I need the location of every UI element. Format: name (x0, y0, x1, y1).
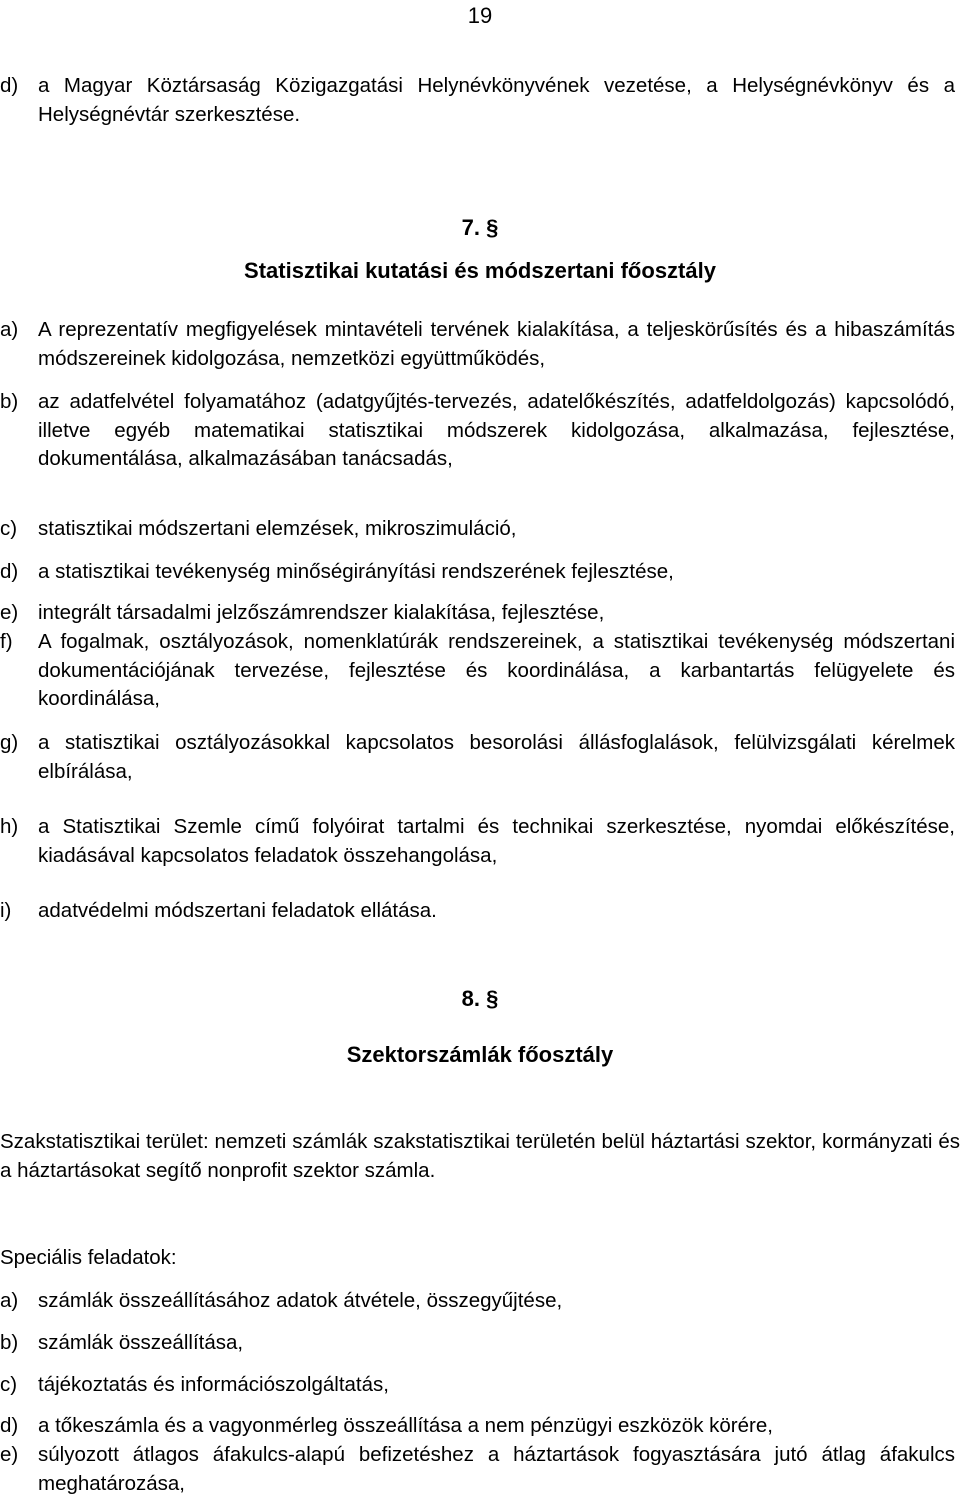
s8-item-c (0, 1371, 955, 1400)
s7-item-f (0, 628, 955, 714)
s7-item-d (0, 558, 955, 587)
item-label: d) (0, 74, 19, 97)
item-label: c) (0, 1373, 18, 1396)
s8-item-b (0, 1329, 955, 1358)
s8-item-a (0, 1287, 955, 1316)
item-text: statisztikai módszertani elemzések, mikroszimuláció, (38, 517, 517, 540)
item-label: e) (0, 601, 19, 624)
item-label: d) (0, 1414, 19, 1437)
s7-item-c (0, 515, 955, 544)
item-label: b) (0, 390, 19, 413)
item-text: integrált társadalmi jelzőszámrendszer kialakítása, fejlesztése, (38, 601, 605, 624)
page-number: 19 (467, 3, 493, 28)
item-text: súlyozott átlagos áfakulcs-alapú befizetéshez a háztartások fogyasztására jutó átlag áfakulcs meghatározása, (38, 1443, 955, 1495)
item-text: a statisztikai osztályozásokkal kapcsolatos besorolási állásfoglalások, felülvizsgálati kérelmek elbírálása, (38, 731, 955, 783)
special-tasks-label: Speciális feladatok: (0, 1246, 177, 1269)
section-7-title: Statisztikai kutatási és módszertani főosztály (244, 258, 716, 283)
item-label: e) (0, 1443, 19, 1466)
s8-item-d (0, 1412, 955, 1441)
intro-item-d (0, 72, 955, 129)
s7-item-e (0, 599, 955, 628)
item-label: c) (0, 517, 18, 540)
item-text: adatvédelmi módszertani feladatok ellátása. (38, 899, 437, 922)
section-8-title: Szektorszámlák főosztály (346, 1042, 614, 1067)
item-text: a Statisztikai Szemle című folyóirat tartalmi és technikai szerkesztése, nyomdai előkészítése, kiadásával kapcsolatos feladatok összehangolása, (38, 815, 955, 867)
item-text: számlák összeállításához adatok átvétele, összegyűjtése, (38, 1289, 563, 1312)
item-text: az adatfelvétel folyamatához (adatgyűjtés-tervezés, adatelőkészítés, adatfeldolgozás) kapcsolódó, illetve egyéb matematikai statisztikai módszerek kidolgozása, alkalmazása, fejlesztése, dokumentálása, alkalmazásában tanácsadás, (38, 390, 955, 470)
item-text: a Magyar Köztársaság Közigazgatási Helynévkönyvének vezetése, a Helységnévkönyv és a Helységnévtár szerkesztése. (38, 74, 955, 126)
s7-item-g (0, 729, 955, 786)
s7-item-i (0, 897, 955, 926)
s8-item-e (0, 1441, 955, 1498)
item-text: A reprezentatív megfigyelések mintavételi tervének kialakítása, a teljeskörűsítés és a hibaszámítás módszereinek kidolgozása, nemzetközi együttműködés, (38, 318, 955, 370)
item-text: számlák összeállítása, (38, 1331, 244, 1354)
item-label: i) (0, 899, 12, 922)
item-text: tájékoztatás és információszolgáltatás, (38, 1373, 389, 1396)
item-text: A fogalmak, osztályozások, nomenklatúrák rendszereinek, a statisztikai tevékenység módszertani dokumentációjának tervezése, fejlesztése és koordinálása, a karbantartás felügyelete és koordinálása, (38, 630, 955, 710)
s7-item-h (0, 813, 955, 870)
field-paragraph: Szakstatisztikai terület: nemzeti számlák szakstatisztikai területén belül háztartási szektor, kormányzati és a háztartásokat segítő nonprofit szektor számla. (0, 1130, 960, 1182)
item-label: a) (0, 318, 19, 341)
item-label: d) (0, 560, 19, 583)
item-text: a tőkeszámla és a vagyonmérleg összeállítása a nem pénzügyi eszközök körére, (38, 1414, 773, 1437)
section-7-number: 7. § (461, 215, 499, 240)
s7-item-b (0, 388, 955, 474)
item-label: f) (0, 630, 13, 653)
item-text: a statisztikai tevékenység minőségirányítási rendszerének fejlesztése, (38, 560, 674, 583)
item-label: h) (0, 815, 19, 838)
item-label: a) (0, 1289, 19, 1312)
s7-item-a (0, 316, 955, 373)
item-label: b) (0, 1331, 19, 1354)
item-label: g) (0, 731, 19, 754)
section-8-number: 8. § (461, 986, 499, 1011)
